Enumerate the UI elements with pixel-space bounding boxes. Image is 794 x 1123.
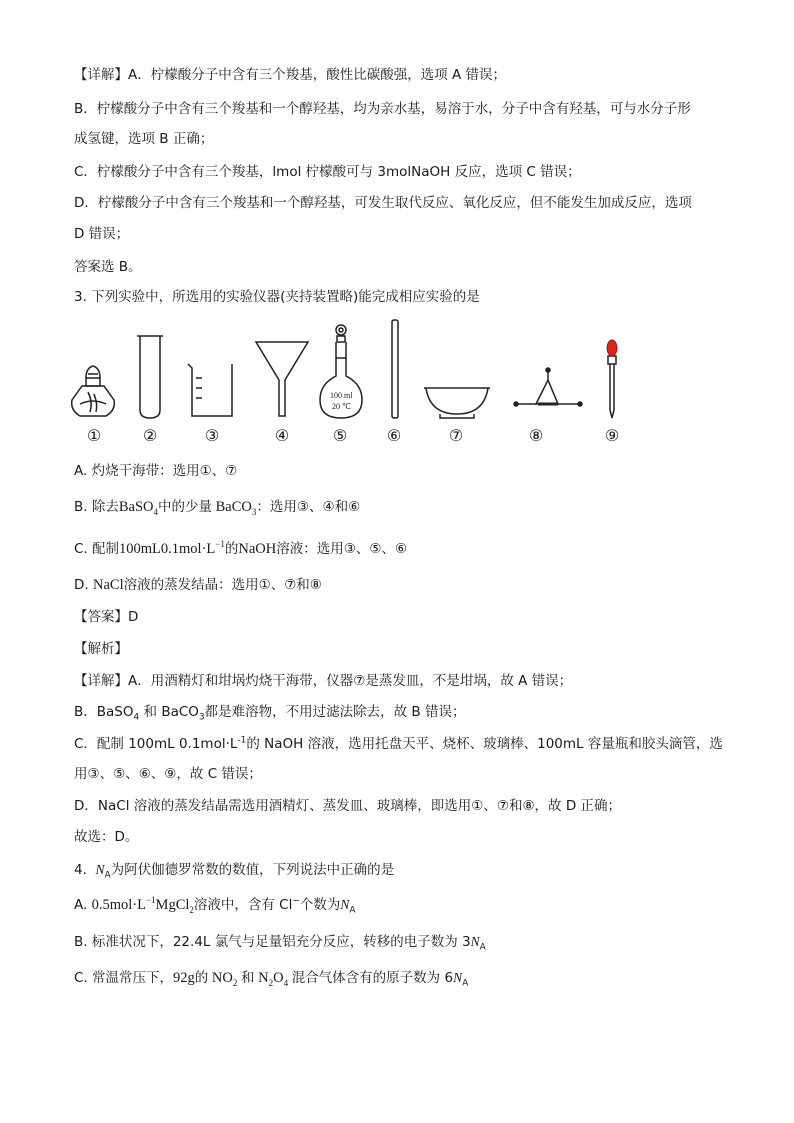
- question-3-option-d: D. NaCl溶液的蒸发结晶：选用①、⑦和⑧: [74, 577, 322, 593]
- label-5: ⑤: [332, 426, 348, 445]
- detail-prev-line-2: B．柠檬酸分子中含有三个羧基和一个醇羟基，均为亲水基，易溶于水，分子中含有羟基，可与水分子形: [74, 101, 691, 117]
- flask-volume-label: 100 ml: [330, 391, 353, 400]
- beaker-icon: [188, 364, 232, 416]
- formula-baco3: BaCO$_3$: [212, 499, 257, 517]
- detail-prev-line-5: D．柠檬酸分子中含有三个羧基和一个醇羟基，可发生取代反应、氧化反应，但不能发生加成反应，选项: [74, 195, 692, 211]
- question-3-detail-1: 【详解】A．用酒精灯和坩埚灼烧干海带，仪器⑦是蒸发皿，不是坩埚，故 A 错误；: [74, 673, 573, 689]
- evaporating-dish-icon: [424, 388, 490, 418]
- label-8: ⑧: [528, 426, 544, 445]
- apparatus-drawing: [60, 318, 660, 426]
- label-1: ①: [86, 426, 102, 445]
- detail-prev-line-4: C．柠檬酸分子中含有三个羧基，lmol 柠檬酸可与 3molNaOH 反应，选项 C 错误；: [74, 164, 581, 180]
- avogadro-symbol: N: [95, 862, 105, 877]
- question-3-option-c: C. 配制$100mL0.1mol\cdot L^{-1}$的NaOH溶液：选用③、⑤、⑥: [74, 539, 408, 557]
- formula-baso4: BaSO$_4$: [118, 499, 159, 517]
- label-3: ③: [204, 426, 220, 445]
- glass-rod-icon: [392, 320, 398, 418]
- label-2: ②: [142, 426, 158, 445]
- label-4: ④: [274, 426, 290, 445]
- question-4-option-c: C. 常温常压下，92g的 $NO_2$ 和 $N_2O_4$ 混合气体含有的原子数为 $6N_A$: [74, 970, 469, 989]
- detail-prev-line-7: 答案选 B。: [74, 259, 142, 275]
- flask-temp-label: 20 ℃: [332, 402, 351, 411]
- question-3-answer: 【答案】D: [74, 609, 139, 625]
- question-3-detail-2: B．BaSO$_4$ 和 BaCO$_3$都是难溶物，不用过滤法除去，故 B 错误；: [74, 704, 466, 723]
- question-3-analysis-heading: 【解析】: [74, 641, 128, 657]
- question-3-option-b: B. 除去BaSO$_4$中的少量 BaCO$_3$：选用③、④和⑥: [74, 499, 361, 517]
- question-4-option-a: A. $0.5mol\cdot L^{-1}MgCl_2$溶液中，含有 Cl−个数为$N_A$: [74, 895, 356, 916]
- test-tube-icon: [137, 336, 163, 418]
- funnel-icon: [256, 342, 308, 416]
- apparatus-figure: [60, 318, 660, 446]
- label-7: ⑦: [448, 426, 464, 445]
- concentration-expr: $100mL0.1mol\cdot L^{-1}$: [119, 539, 225, 557]
- formula-naoh: NaOH: [238, 541, 277, 557]
- question-4-option-b: B. 标准状况下，22.4L 氯气与足量铝充分反应，转移的电子数为 $3N_A$: [74, 934, 486, 953]
- detail-prev-line-1: 【详解】A．柠檬酸分子中含有三个羧基，酸性比碳酸强，选项 A 错误；: [74, 67, 507, 83]
- dropper-icon: [608, 356, 616, 418]
- question-4-stem: 4. $N_A$为阿伏伽德罗常数的数值，下列说法中正确的是: [74, 862, 395, 881]
- detail-prev-line-6: D 错误；: [74, 226, 130, 242]
- alcohol-lamp-icon: [72, 366, 115, 416]
- question-3-option-a: A. 灼烧干海带：选用①、⑦: [74, 463, 238, 479]
- question-3-stem: 3. 下列实验中，所选用的实验仪器(夹持装置略)能完成相应实验的是: [74, 289, 480, 305]
- clay-triangle-icon: [514, 368, 582, 406]
- label-9: ⑨: [604, 426, 620, 445]
- question-3-detail-4: 用③、⑤、⑥、⑨，故 C 错误；: [74, 766, 262, 782]
- question-3-detail-5: D．NaCl 溶液的蒸发结晶需选用酒精灯、蒸发皿、玻璃棒，即选用①、⑦和⑧，故 D 正确；: [74, 798, 622, 814]
- mgcl2-expr: $0.5mol\cdot L^{-1}MgCl_2$: [91, 895, 194, 915]
- label-6: ⑥: [386, 426, 402, 445]
- question-3-detail-3: C．配制 100mL $0.1mol\cdot L^{-1}$的 NaOH 溶液，选用托盘天平、烧杯、玻璃棒、100mL 容量瓶和胶头滴管，选: [74, 735, 723, 752]
- question-3-detail-6: 故选：D。: [74, 829, 139, 845]
- detail-prev-line-3: 成氢键，选项 B 正确；: [74, 131, 214, 147]
- formula-nacl: NaCl: [92, 577, 124, 593]
